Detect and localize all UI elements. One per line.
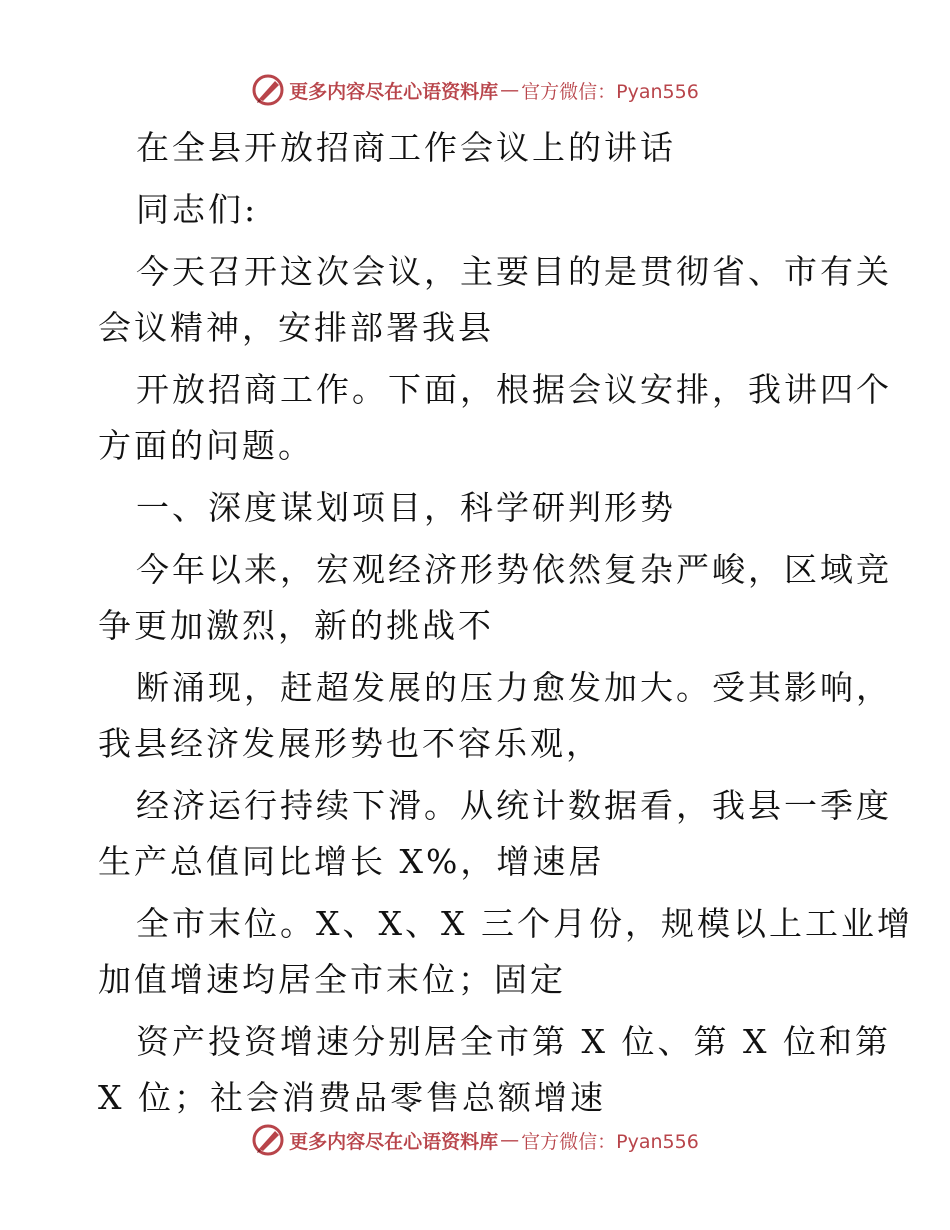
paragraph-line: 经济运行持续下滑。从统计数据看，我县一季度 [136,786,892,825]
paragraph-line: 争更加激烈，新的挑战不 [98,606,494,645]
document-body [98,120,913,1132]
paragraph-line: 断涌现，赶超发展的压力愈发加大。受其影响， [136,668,892,707]
paragraph-line: 方面的问题。 [98,426,314,465]
watermark-bottom [0,1120,950,1160]
document-title [98,120,858,176]
watermark-site-text: 更多内容尽在心语资料库 [289,80,499,103]
paragraph-line: 会议精神，安排部署我县 [98,308,494,347]
pen-logo-icon [251,73,285,107]
paragraph-line: 一、深度谋划项目，科学研判形势 [136,488,676,527]
paragraph-line: 在全县开放招商工作会议上的讲话 [136,128,676,167]
paragraph-line: 生产总值同比增长 X%，增速居 [98,842,605,881]
paragraph [98,542,892,654]
watermark-separator: — [500,1129,520,1151]
salutation [98,182,858,238]
paragraph [98,244,892,356]
section-heading [98,480,858,536]
pen-logo-icon [251,1123,285,1157]
paragraph [98,660,892,772]
paragraph [98,362,892,474]
watermark-separator: — [500,79,520,101]
watermark-site-text: 更多内容尽在心语资料库 [289,1130,499,1153]
watermark-wechat-text: 官方微信：Pyan556 [521,80,699,103]
paragraph-line: 今天召开这次会议，主要目的是贯彻省、市有关 [136,252,892,291]
paragraph-line: 资产投资增速分别居全市第 X 位、第 X 位和第 [136,1022,891,1061]
paragraph-line: X 位；社会消费品零售总额增速 [98,1078,606,1117]
watermark-top [0,70,950,110]
paragraph-line: 我县经济发展形势也不容乐观， [98,724,602,763]
paragraph-line: 开放招商工作。下面，根据会议安排，我讲四个 [136,370,892,409]
paragraph-line: 今年以来，宏观经济形势依然复杂严峻，区域竞 [136,550,892,589]
paragraph [98,778,892,890]
paragraph [98,896,913,1008]
paragraph [98,1014,891,1126]
paragraph-line: 同志们: [136,190,259,229]
watermark-wechat-text: 官方微信：Pyan556 [521,1130,699,1153]
paragraph-line: 加值增速均居全市末位；固定 [98,960,566,999]
paragraph-line: 全市末位。X、X、X 三个月份，规模以上工业增 [136,904,913,943]
